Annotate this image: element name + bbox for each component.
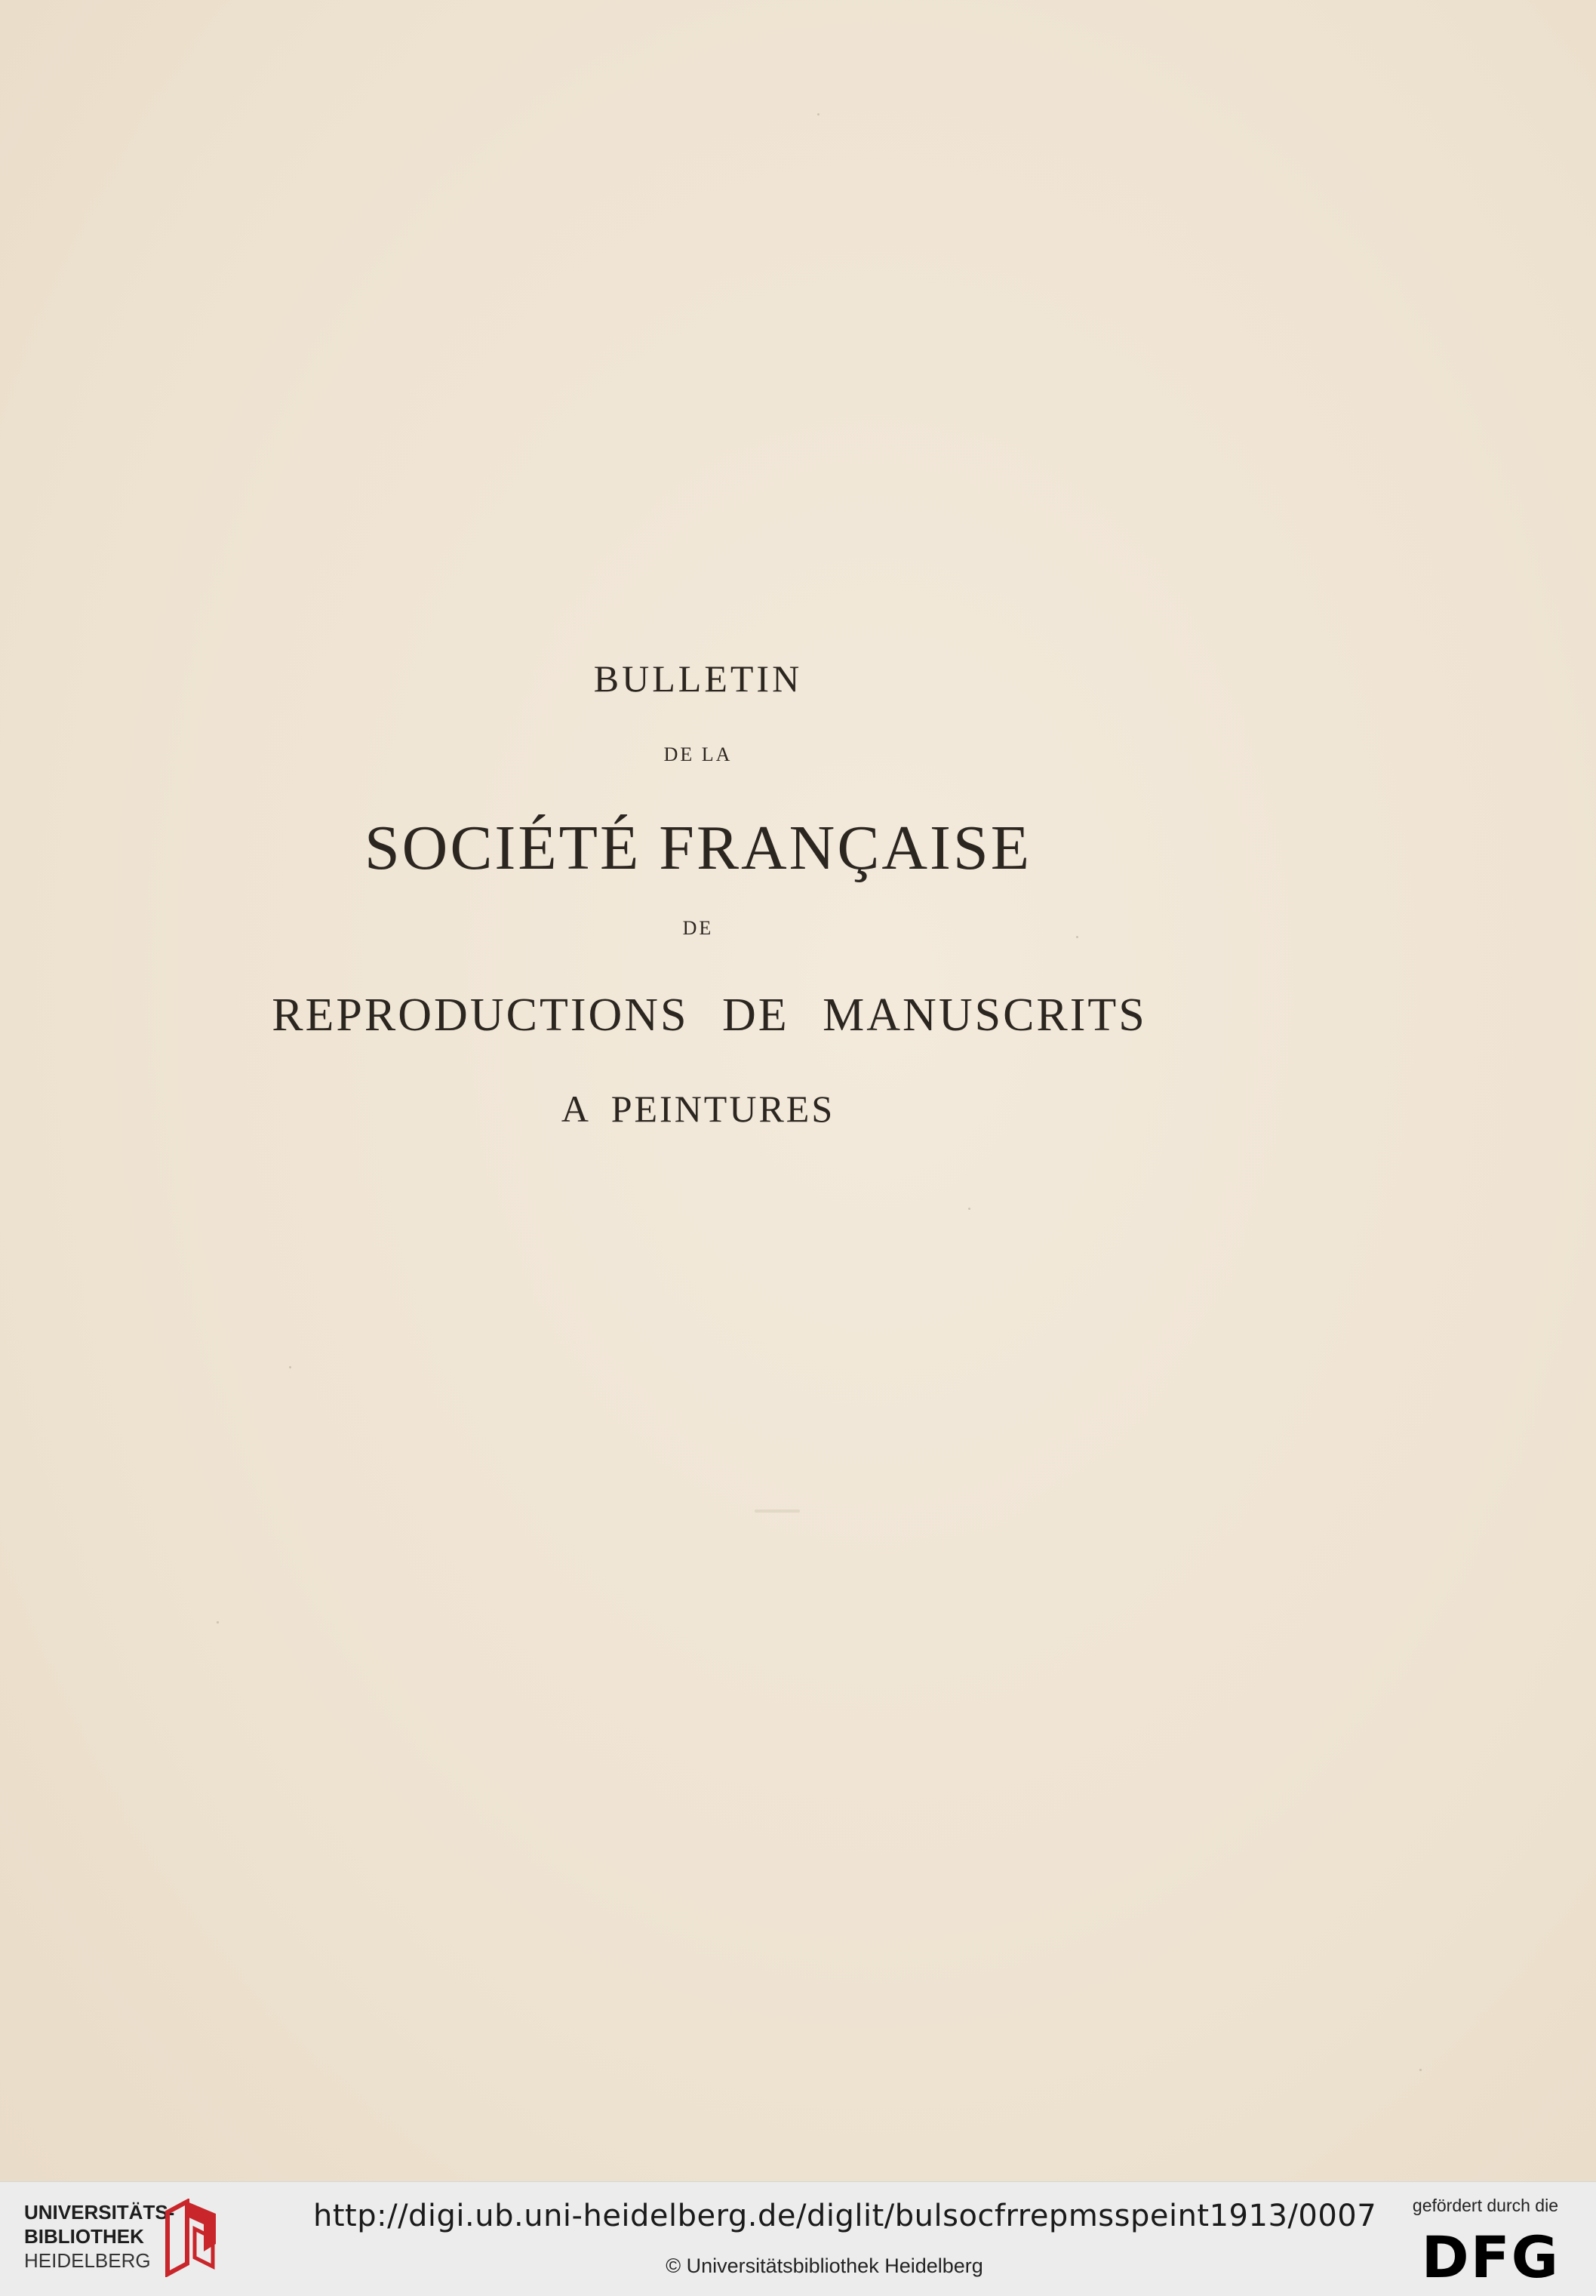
copyright-notice: © Universitätsbibliothek Heidelberg bbox=[666, 2254, 983, 2277]
library-name-line3: HEIDELBERG bbox=[24, 2249, 151, 2272]
permalink-url[interactable]: http://digi.ub.uni-heidelberg.de/diglit/bulsocfrrepmsspeint1913/0007 bbox=[313, 2199, 1377, 2233]
title-societe-francaise: SOCIÉTÉ FRANÇAISE bbox=[364, 813, 1032, 883]
library-name-line2: BIBLIOTHEK bbox=[24, 2225, 144, 2248]
paper-speck bbox=[217, 1621, 219, 1624]
paper-speck bbox=[1076, 936, 1078, 938]
digitization-footer bbox=[0, 2181, 1596, 2296]
title-de: DE bbox=[682, 917, 714, 939]
paper-speck bbox=[817, 113, 820, 115]
title-de-la: DE LA bbox=[663, 743, 733, 765]
paper-stain bbox=[755, 1510, 800, 1513]
title-a-peintures: A PEINTURES bbox=[561, 1088, 835, 1130]
title-reproductions-manuscrits: REPRODUCTIONS DE MANUSCRITS bbox=[272, 989, 1147, 1041]
dfg-logo: DFG bbox=[1421, 2224, 1560, 2291]
funding-note: gefördert durch die bbox=[1412, 2196, 1558, 2215]
library-name-line1: UNIVERSITÄTS- bbox=[24, 2201, 175, 2224]
paper-speck bbox=[1419, 2069, 1422, 2071]
title-bulletin: BULLETIN bbox=[593, 657, 803, 700]
paper-speck bbox=[968, 1208, 970, 1210]
paper-speck bbox=[289, 1366, 291, 1368]
